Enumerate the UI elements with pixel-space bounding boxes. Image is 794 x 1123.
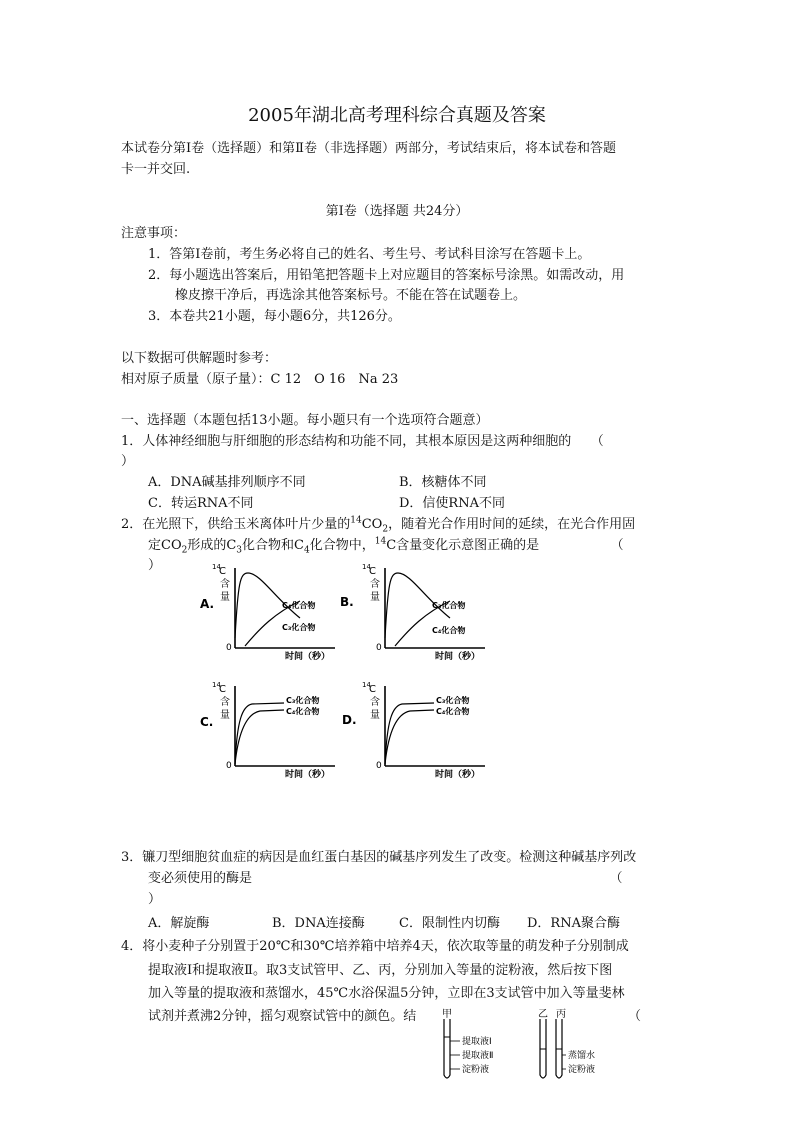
tube-label-bing: 丙 bbox=[556, 1009, 566, 1020]
q4-line-3: 加入等量的提取液和蒸馏水，45℃水浴保温5分钟，立即在3支试管中加入等量斐林 bbox=[148, 986, 625, 1001]
q1-option-c: C．转运RNA不同 bbox=[148, 496, 254, 511]
ylabel-sup: 14 bbox=[362, 563, 371, 571]
q1-option-d: D．信使RNA不同 bbox=[399, 496, 505, 511]
q2-line-2: 定$CO_2$形成的$C_3$化合物和$C_4$化合物中，$^{14}$C含量变化示意图正确的是 （ bbox=[148, 536, 624, 556]
ylabel-sup: 14 bbox=[212, 563, 221, 571]
q1-stem-end: ） bbox=[121, 454, 135, 469]
ylabel-char-3: 量 bbox=[370, 710, 380, 721]
graph-panel-d bbox=[342, 681, 485, 780]
ylabel-char-2: 含 bbox=[370, 697, 380, 708]
q1-option-a: A．DNA碱基排列顺序不同 bbox=[148, 475, 306, 490]
tube-note-extract-2: 提取液Ⅱ bbox=[462, 1051, 494, 1061]
panel-letter: D. bbox=[342, 713, 357, 727]
note-1: 1．答第Ⅰ卷前，考生务必将自己的姓名、考生号、考试科目涂写在答题卡上。 bbox=[148, 247, 591, 262]
q4-paren: （ bbox=[628, 1009, 642, 1024]
ylabel-char-2: 含 bbox=[220, 697, 230, 708]
curve-label-top: C₃化合物 bbox=[286, 696, 320, 705]
origin-label: 0 bbox=[226, 761, 232, 771]
ylabel-c: C bbox=[219, 566, 226, 577]
curve-upper bbox=[385, 703, 434, 764]
ylabel-c: C bbox=[219, 684, 226, 695]
tube-note-starch-right: 淀粉液 bbox=[568, 1065, 596, 1075]
ylabel-sup: 14 bbox=[212, 681, 221, 689]
xlabel: 时间（秒） bbox=[285, 770, 331, 780]
ylabel-sup: 14 bbox=[362, 681, 371, 689]
q3-option-a: A．解旋酶 bbox=[148, 916, 210, 931]
ylabel-char-2: 含 bbox=[370, 579, 380, 590]
tube-label-yi: 乙 bbox=[538, 1009, 548, 1020]
ylabel-c: C bbox=[369, 684, 376, 695]
origin-label: 0 bbox=[226, 643, 232, 653]
note-2: 2．每小题选出答案后，用铅笔把答题卡上对应题目的答案标号涂黑。如需改动，用 bbox=[148, 268, 625, 283]
q2-line-3: ） bbox=[148, 558, 162, 573]
intro-line-1: 本试卷分第Ⅰ卷（选择题）和第Ⅱ卷（非选择题）两部分，考试结束后，将本试卷和答题 bbox=[121, 141, 616, 156]
q2-graphs bbox=[190, 558, 500, 783]
tube-jia bbox=[444, 1019, 450, 1078]
xlabel: 时间（秒） bbox=[435, 770, 481, 780]
graph-panel-c bbox=[200, 681, 335, 780]
ylabel-char-3: 量 bbox=[370, 592, 380, 603]
panel-letter: A. bbox=[200, 597, 215, 611]
data-ref-line-1: 以下数据可供解题时参考： bbox=[121, 351, 278, 366]
curve-label-bottom: C₄化合物 bbox=[286, 707, 320, 716]
part1-heading: 一、选择题（本题包括13小题。每小题只有一个选项符合题意） bbox=[121, 413, 489, 428]
curve-label-bottom: C₃化合物 bbox=[282, 623, 316, 632]
ylabel-char-3: 量 bbox=[220, 710, 230, 721]
panel-letter: C. bbox=[200, 715, 214, 729]
q4-line-4: 试剂并煮沸2分钟，摇匀观察试管中的颜色。结 bbox=[148, 1009, 417, 1024]
test-tube-figure bbox=[438, 1005, 608, 1085]
paper-title: 2005年湖北高考理科综合真题及答案 bbox=[248, 105, 546, 126]
tube-note-extract-1: 提取液Ⅰ bbox=[462, 1037, 492, 1047]
q3-option-c: C．限制性内切酶 bbox=[399, 916, 500, 931]
curve-label-bottom: C₄化合物 bbox=[432, 626, 466, 635]
q1-stem: 1．人体神经细胞与肝细胞的形态结构和功能不同，其根本原因是这两种细胞的 （ bbox=[121, 434, 604, 449]
data-ref-line-2: 相对原子质量（原子量）：C 12 O 16 Na 23 bbox=[121, 372, 399, 387]
ylabel-char-3: 量 bbox=[220, 592, 230, 603]
intro-line-2: 卡一并交回. bbox=[121, 162, 191, 177]
ylabel-c: C bbox=[369, 566, 376, 577]
note-3: 3．本卷共21小题，每小题6分，共126分。 bbox=[148, 309, 401, 324]
q1-option-b: B．核糖体不同 bbox=[399, 475, 487, 490]
note-2-cont: 橡皮擦干净后，再选涂其他答案标号。不能在答在试题卷上。 bbox=[175, 288, 527, 303]
origin-label: 0 bbox=[376, 761, 382, 771]
curve-upper bbox=[235, 703, 284, 764]
graph-panel-a bbox=[200, 563, 335, 662]
curve-label-top: C₄化合物 bbox=[282, 601, 316, 610]
tube-label-jia: 甲 bbox=[442, 1009, 452, 1020]
graph-panel-b bbox=[340, 563, 485, 662]
curve-label-bottom: C₄化合物 bbox=[436, 707, 470, 716]
ylabel-char-2: 含 bbox=[220, 579, 230, 590]
curve-label-top: C₃化合物 bbox=[432, 601, 466, 610]
tube-note-starch-left: 淀粉液 bbox=[462, 1065, 490, 1075]
curve-lower bbox=[235, 710, 284, 764]
q3-line-1: 3．镰刀型细胞贫血症的病因是血红蛋白基因的碱基序列发生了改变。检测这种碱基序列改 bbox=[121, 850, 637, 865]
curve-lower bbox=[385, 710, 434, 764]
q2-line-1: 2．在光照下，供给玉米离体叶片少量的$^{14}CO_2$，随着光合作用时间的延续，在光合作用固 bbox=[121, 515, 636, 535]
curve-label-top: C₃化合物 bbox=[436, 696, 470, 705]
section1-title: 第Ⅰ卷（选择题 共24分） bbox=[325, 204, 469, 219]
q3-option-d: D．RNA聚合酶 bbox=[527, 916, 620, 931]
tube-note-water: 蒸馏水 bbox=[568, 1051, 596, 1061]
panel-letter: B. bbox=[340, 595, 354, 609]
q3-line-3: ） bbox=[148, 892, 162, 907]
notes-heading: 注意事项： bbox=[121, 226, 187, 241]
xlabel: 时间（秒） bbox=[435, 652, 481, 662]
q3-option-b: B．DNA连接酶 bbox=[272, 916, 365, 931]
xlabel: 时间（秒） bbox=[285, 652, 331, 662]
q4-line-1: 4．将小麦种子分别置于20℃和30℃培养箱中培养4天，依次取等量的萌发种子分别制成 bbox=[121, 939, 629, 954]
q4-line-2: 提取液Ⅰ和提取液Ⅱ。取3支试管甲、乙、丙，分别加入等量的淀粉液，然后按下图 bbox=[148, 963, 613, 978]
q3-line-2: 变必须使用的酶是 （ bbox=[148, 871, 623, 886]
origin-label: 0 bbox=[376, 643, 382, 653]
